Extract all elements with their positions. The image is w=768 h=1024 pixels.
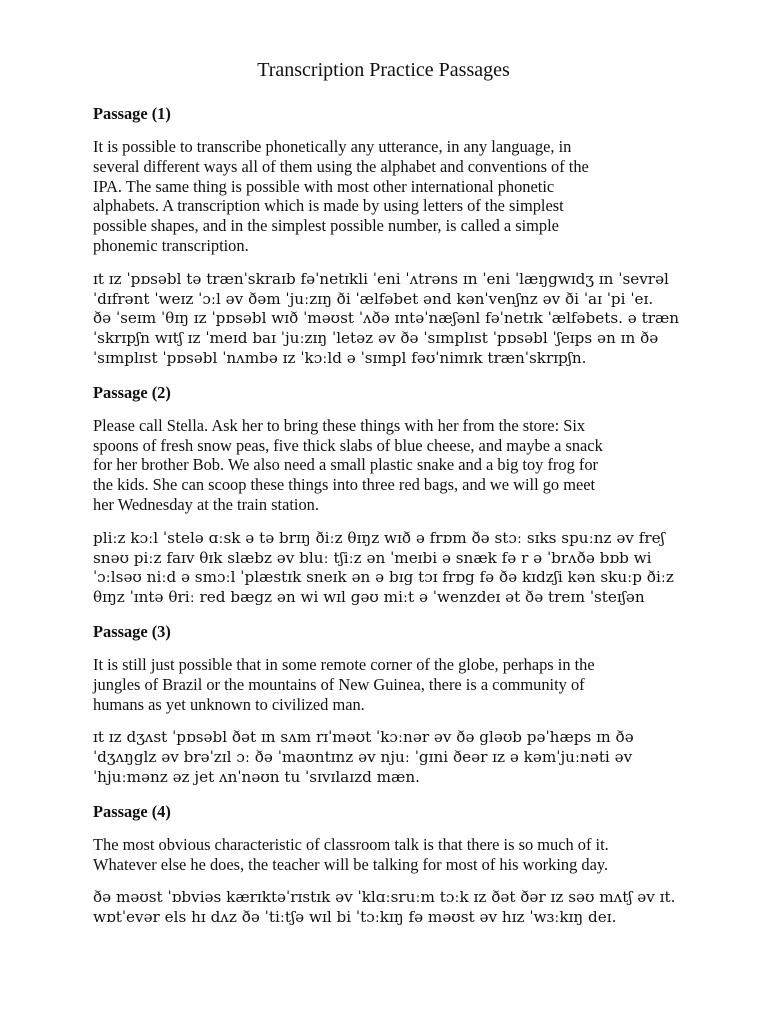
passage-heading: Passage (3) <box>93 621 171 641</box>
passage-transcription <box>93 269 680 369</box>
ipa-line: ɪt ɪz dʒʌst ˈpɒsəbl ðət ɪn sʌm rɪˈməʊt ˈkɔːnər əv ðə gləʊb pəˈhæps ɪn ðə <box>93 728 634 747</box>
text-line: spoons of fresh snow peas, five thick slabs of blue cheese, and maybe a snack <box>93 435 603 455</box>
text-line: her Wednesday at the train station. <box>93 494 319 514</box>
text-line: phonemic transcription. <box>93 235 249 255</box>
passage-transcription <box>93 728 650 787</box>
ipa-line: snəʊ piːz faɪv θɪk slæbz əv bluː tʃiːz ən ˈmeɪbi ə snæk fə r ə ˈbrʌðə bɒb wi <box>93 548 652 567</box>
text-line: the kids. She can scoop these things into three red bags, and we will go meet <box>93 475 596 495</box>
passage-heading: Passage (2) <box>93 382 171 402</box>
passage-text <box>93 835 650 875</box>
ipa-line: ðə məʊst ˈɒbviəs kærɪktəˈrɪstɪk əv ˈklɑːsruːm tɔːk ɪz ðət ðər ɪz səʊ mʌtʃ əv ɪt. <box>93 888 676 907</box>
passage-2 <box>93 382 674 608</box>
text-line: alphabets. A transcription which is made by using letters of the simplest <box>93 196 564 216</box>
ipa-line: pliːz kɔːl ˈstelə ɑːsk ə tə brɪŋ ðiːz θɪŋz wɪð ə frɒm ðə stɔː sɪks spuːnz əv freʃ <box>93 528 665 547</box>
text-line: The most obvious characteristic of classroom talk is that there is so much of it. <box>93 834 609 854</box>
passage-1 <box>93 104 680 369</box>
ipa-line: ˈsɪmplɪst ˈpɒsəbl ˈnʌmbə ɪz ˈkɔːld ə ˈsɪmpl fəʊˈnimɪk trænˈskrɪpʃn. <box>93 348 587 367</box>
page-title: Transcription Practice Passages <box>257 59 510 81</box>
passage-text <box>93 416 650 515</box>
ipa-line: ˈhjuːmənz əz jet ʌnˈnəʊn tu ˈsɪvɪlaɪzd mæn. <box>93 767 420 786</box>
text-line: possible shapes, and in the simplest possible number, is called a simple <box>93 216 559 236</box>
text-line: It is possible to transcribe phonetically any utterance, in any language, in <box>93 137 572 156</box>
passage-3 <box>93 622 650 788</box>
text-line: for her brother Bob. We also need a small plastic snake and a big toy frog for <box>93 455 598 475</box>
ipa-line: ˈdɪfrənt ˈweɪz ˈɔːl əv ðəm ˈjuːzɪŋ ði ˈælfəbet ənd kənˈvenʃnz əv ði ˈaɪ ˈpi ˈeɪ. <box>93 289 654 308</box>
ipa-line: θɪŋz ˈɪntə θriː red bægz ən wi wɪl gəʊ miːt ə ˈwenzdeɪ ət ðə treɪn ˈsteɪʃən <box>93 588 645 607</box>
passage-text <box>93 137 650 256</box>
ipa-line: ɪt ɪz ˈpɒsəbl tə trænˈskraɪb fəˈnetɪkli ˈeni ˈʌtrəns ɪn ˈeni ˈlæŋgwɪdʒ ɪn ˈsevrəl <box>93 269 669 288</box>
ipa-line: wɒtˈevər els hɪ dʌz ðə ˈtiːtʃə wɪl bi ˈtɔːkɪŋ fə məʊst əv hɪz ˈwɜːkɪŋ deɪ. <box>93 908 617 927</box>
text-line: IPA. The same thing is possible with most other international phonetic <box>93 176 555 196</box>
text-line: humans as yet unknown to civilized man. <box>93 694 365 714</box>
ipa-line: ðə ˈseɪm ˈθɪŋ ɪz ˈpɒsəbl wɪð ˈməʊst ˈʌðə ɪntəˈnæʃənl fəˈnetɪk ˈælfəbets. ə træn <box>93 309 680 328</box>
passage-4 <box>93 801 676 928</box>
ipa-line: ˈɔːlsəʊ niːd ə smɔːl ˈplæstɪk sneɪk ən ə bɪg tɔɪ frɒg fə ðə kɪdzʃi kən skuːp ðiːz <box>93 568 674 587</box>
text-line: Whatever else he does, the teacher will be talking for most of his working day. <box>93 854 609 874</box>
text-line: Please call Stella. Ask her to bring these things with her from the store: Six <box>93 415 586 435</box>
text-line: several different ways all of them using the alphabet and conventions of the <box>93 156 589 176</box>
text-line: jungles of Brazil or the mountains of New Guinea, there is a community of <box>93 674 585 694</box>
text-line: It is still just possible that in some remote corner of the globe, perhaps in the <box>93 654 595 674</box>
passage-heading: Passage (1) <box>93 104 171 123</box>
passage-transcription <box>93 528 674 608</box>
passage-transcription <box>93 888 676 928</box>
ipa-line: ˈdʒʌŋglz əv brəˈzɪl ɔː ðə ˈmaʊntɪnz əv njuː ˈgɪni ðeər ɪz ə kəmˈjuːnəti əv <box>93 748 633 767</box>
passage-text <box>93 655 650 714</box>
passage-heading: Passage (4) <box>93 801 171 821</box>
ipa-line: ˈskrɪpʃn wɪtʃ ɪz ˈmeɪd baɪ ˈjuːzɪŋ ˈletəz əv ðə ˈsɪmplɪst ˈpɒsəbl ˈʃeɪps ən ɪn ðə <box>93 329 659 348</box>
